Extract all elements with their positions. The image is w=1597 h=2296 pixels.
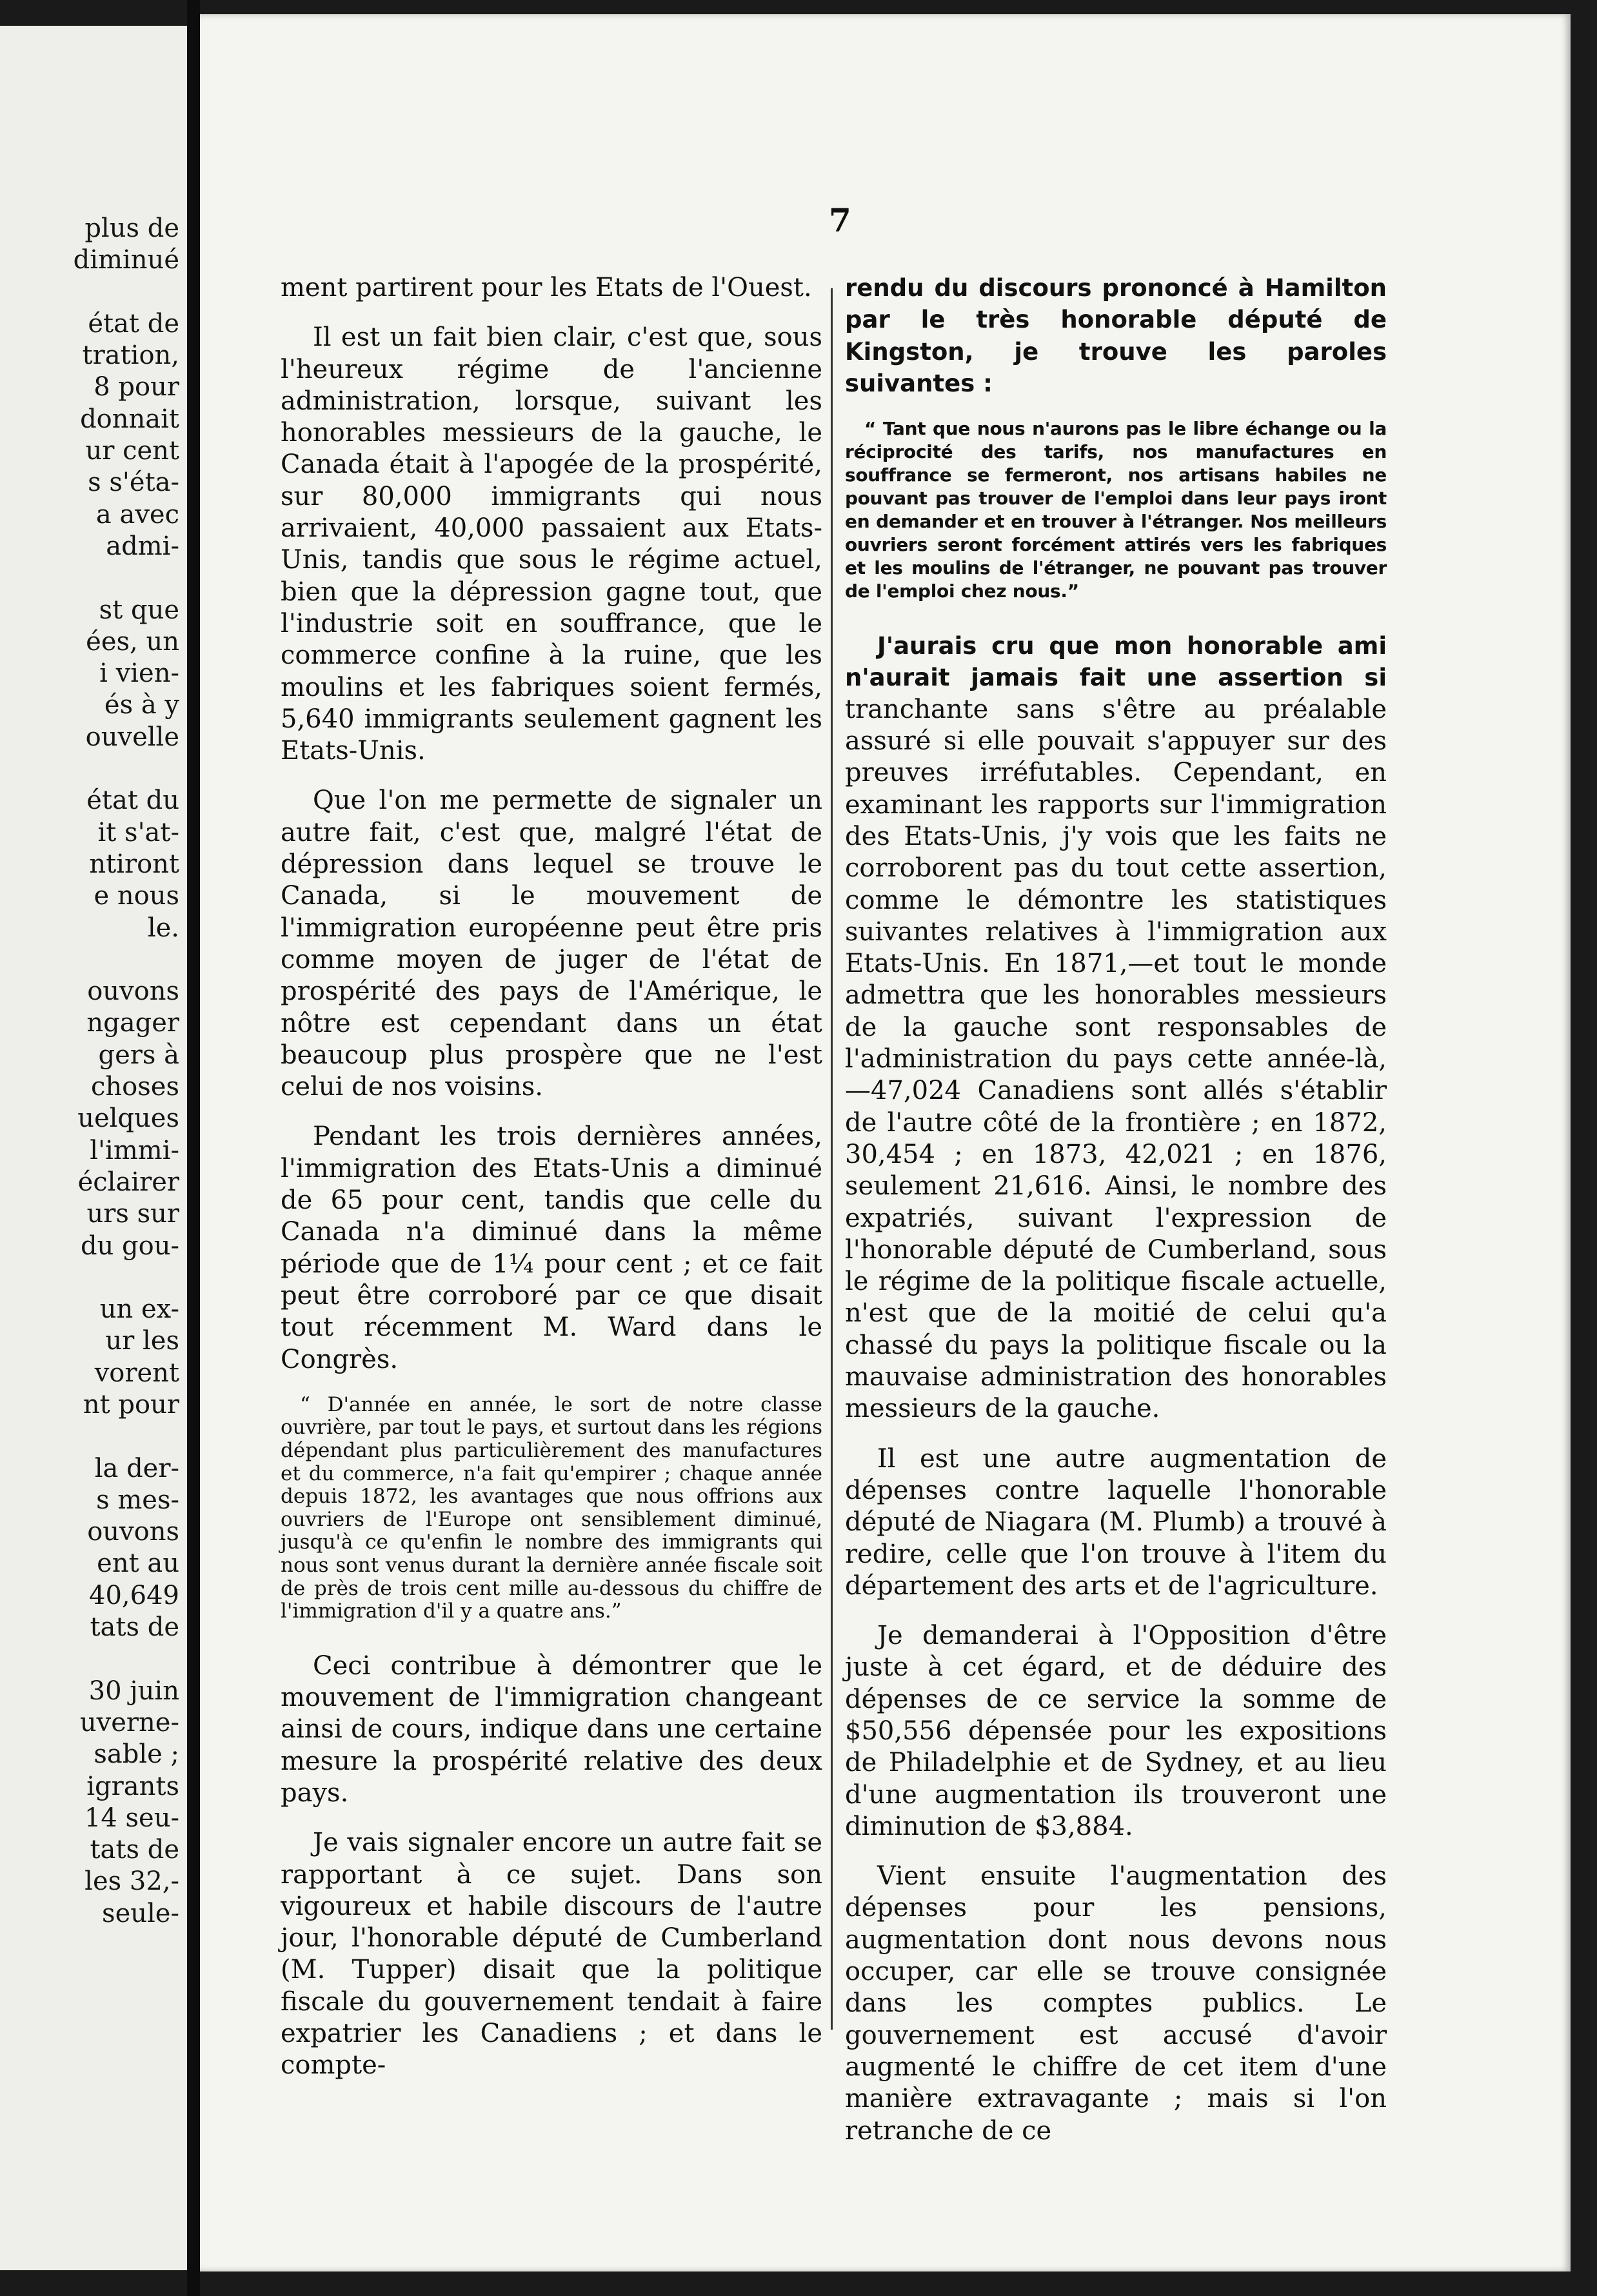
paragraph <box>845 630 1387 1425</box>
paragraph: Je vais signaler encore un autre fait se rapportant à ce sujet. Dans son vigoureux et habile discours de l'autre jour, l'honorable député de Cumberland (M. Tupper) disait que la politique fiscale du gouvernement tendait à faire expatrier les Canadiens ; et dans le compte- <box>281 1828 822 2081</box>
previous-page-text: plus de diminué état de tration, 8 pour donnait ur cent s s'éta- a avec admi- st que ées, un i vien- és à y ouvelle état du it s'at- ntiront e nous le. ouvons ngager gers à choses uelques l'immi- éclairer urs sur du gou- un ex- ur les vorent nt pour la der- s mes- ouvons ent au 40,649 tats de 30 juin uverne- sable ; igrants 14 seu- tats de les 32,- seule- <box>73 213 179 1928</box>
paragraph: Pendant les trois dernières années, l'immigration des Etats-Unis a diminué de 65 pour cent, tandis que celle du Canada n'a diminué dans la même période que de 1¼ pour cent ; et ce fait peut être corroboré par ce que disait tout récemment M. Ward dans le Congrès. <box>281 1122 822 1374</box>
book-gutter <box>187 0 200 2296</box>
right-column <box>845 272 1387 2165</box>
paragraph: Il est un fait bien clair, c'est que, sous l'heureux régime de l'ancienne administration, lorsque, suivant les honorables messieurs de la gauche, le Canada était à l'apogée de la prospérité, sur 80,000 immigrants qui nous arrivaient, 40,000 passaient aux Etats-Unis, tandis que sous le régime actuel, bien que la dépression gagne tout, que l'industrie soit en souffrance, que le commerce confine à la ruine, que les moulins et les fabriques soient fermés, 5,640 immigrants seulement gagnent les Etats-Unis. <box>281 322 822 766</box>
paragraph: Que l'on me permette de signaler un autre fait, c'est que, malgré l'état de dépression dans lequel se trouve le Canada, si le mouvement de l'immigration européenne peut être pris comme moyen de juger de l'état de prospérité des pays de l'Amérique, le nôtre est cependant dans un état beaucoup plus prospère que ne l'est celui de nos voisins. <box>281 786 822 1102</box>
paragraph: rendu du discours prononcé à Hamilton par le très honorable député de Kingston, je trouve les paroles suivantes : <box>845 274 1387 397</box>
paragraph-body: tranchante sans s'être au préalable assuré si elle pouvait s'appuyer sur des preuves irréfutables. Cependant, en examinant les rapports sur l'immigration des Etats-Unis, j'y vois que les faits ne corroborent pas du tout cette assertion, comme le démontre les statistiques suivantes relatives à l'immigration aux Etats-Unis. En 1871,—et tout le monde admettra que les honorables messieurs de la gauche sont responsables de l'administration du pays cette année-là,—47,024 Canadiens sont allés s'établir de l'autre côté de la frontière ; en 1872, 30,454 ; en 1873, 42,021 ; en 1876, seulement 21,616. Ainsi, le nombre des expatriés, suivant l'expression de l'honorable député de Cumberland, sous le régime de la politique fiscale actuelle, n'est que de la moitié de celui qu'a chassé du pays la politique fiscale ou la mauvaise administration des honorables messieurs de la gauche. <box>845 694 1387 1424</box>
block-quote: “ Tant que nous n'aurons pas le libre échange ou la réciprocité des tarifs, nos manufactures en souffrance se fermeront, nos artisans habiles ne pouvant pas trouver de l'emploi dans leur pays iront en demander et en trouver à l'étranger. Nos meilleurs ouvriers seront forcément attirés vers les fabriques et les moulins de l'étranger, ne pouvant pas trouver de l'emploi chez nous.” <box>845 418 1387 602</box>
paragraph: Je demanderai à l'Opposition d'être juste à cet égard, et de déduire des dépenses de ce service la somme de $50,556 dépensée pour les expositions de Philadelphie et de Sydney, et au lieu d'une augmentation ils trouveront une diminution de $3,884. <box>845 1621 1387 1841</box>
paragraph: ment partirent pour les Etats de l'Ouest. <box>281 273 812 302</box>
column-divider <box>831 288 833 2030</box>
left-column <box>281 272 822 2100</box>
page-number: 7 <box>829 201 851 239</box>
paragraph: Ceci contribue à démontrer que le mouvement de l'immigration changeant ainsi de cours, indique dans une certaine mesure la prospérité relative des deux pays. <box>281 1650 822 1808</box>
previous-page-strip <box>0 26 187 2270</box>
paragraph: Il est une autre augmentation de dépenses contre laquelle l'honorable député de Niagara (M. Plumb) a trouvé à redire, celle que l'on trouve à l'item du département des arts et de l'agriculture. <box>845 1443 1387 1601</box>
paragraph-lead: J'aurais cru que mon honorable ami n'aurait jamais fait une assertion si <box>845 632 1387 692</box>
page <box>200 14 1571 2271</box>
paragraph: Vient ensuite l'augmentation des dépenses pour les pensions, augmentation dont nous devons nous occuper, car elle se trouve consignée dans les comptes publics. Le gouvernement est accusé d'avoir augmenté le chiffre de cet item d'une manière extravagante ; mais si l'on retranche de ce <box>845 1861 1387 2146</box>
block-quote: “ D'année en année, le sort de notre classe ouvrière, par tout le pays, et surtout dans les régions dépendant plus particulièrement des manufactures et du commerce, n'a fait qu'empirer ; chaque année depuis 1872, les avantages que nous offrions aux ouvriers de l'Europe ont sensiblement diminué, jusqu'à ce qu'enfin le nombre des immigrants qui nous sont venus durant la dernière année fiscale soit de près de trois cent mille au-dessous du chiffre de l'immigration d'il y a quatre ans.” <box>281 1392 822 1623</box>
